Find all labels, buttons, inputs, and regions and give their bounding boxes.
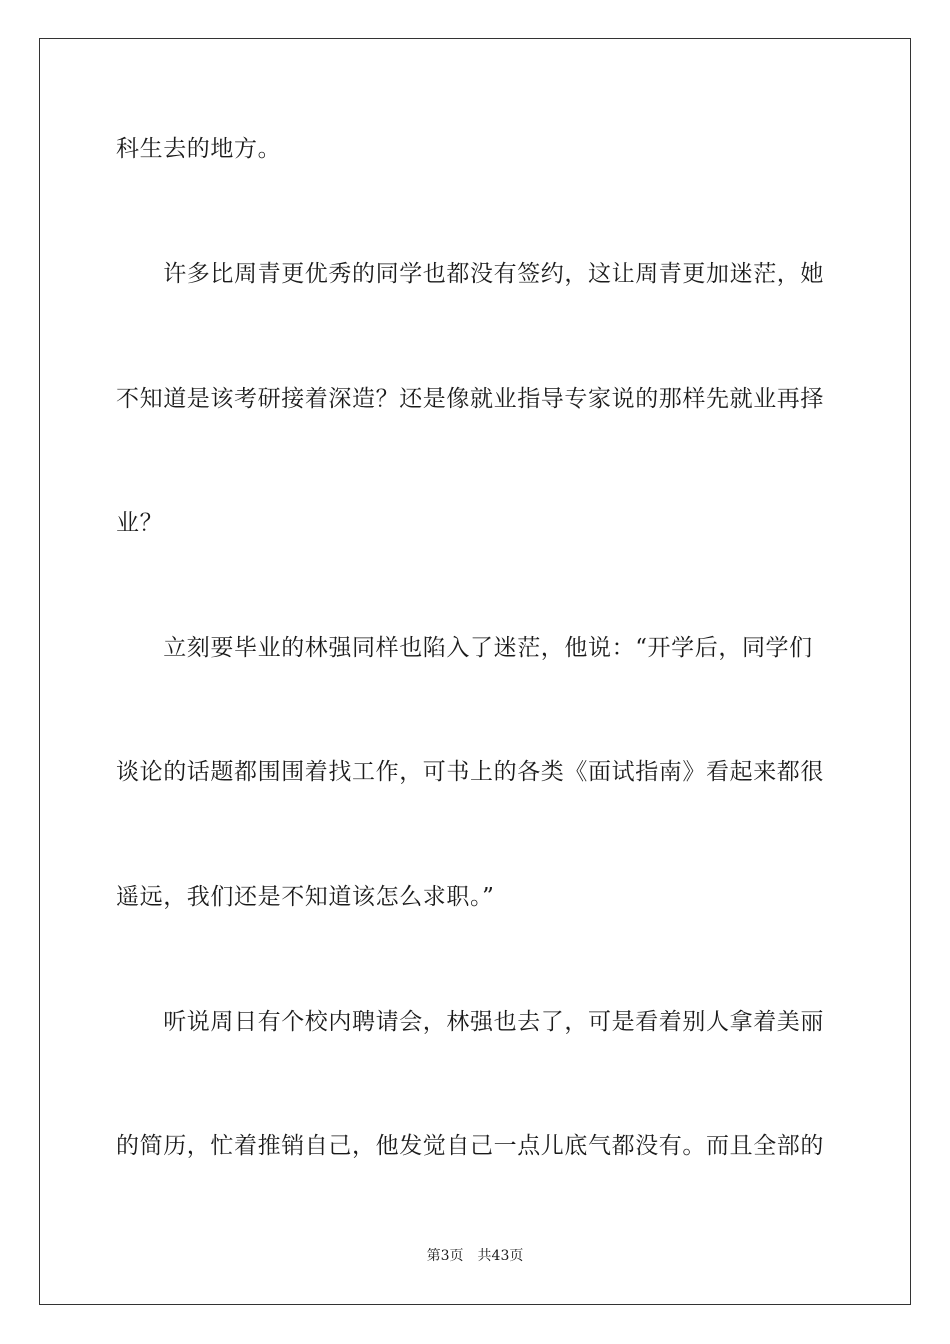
page-footer — [0, 1246, 950, 1266]
text-line: 听说周日有个校内聘请会，林强也去了，可是看着别人拿着美丽 — [116, 1009, 824, 1035]
page-number: 第3页 共43页 — [426, 1248, 524, 1264]
text-line: 遥远，我们还是不知道该怎么求职。” — [116, 884, 495, 910]
text-line: 科生去的地方。 — [116, 136, 282, 162]
text-line: 立刻要毕业的林强同样也陷入了迷茫，他说：“开学后，同学们 — [116, 635, 813, 661]
text-line: 的简历，忙着推销自己，他发觉自己一点儿底气都没有。而且全部的 — [116, 1133, 824, 1159]
text-line: 业？ — [116, 510, 164, 536]
text-line: 不知道是该考研接着深造？还是像就业指导专家说的那样先就业再择 — [116, 386, 824, 412]
text-line: 谈论的话题都围围着找工作，可书上的各类《面试指南》看起来都很 — [116, 759, 824, 785]
text-line: 许多比周青更优秀的同学也都没有签约，这让周青更加迷茫，她 — [116, 261, 824, 287]
page-border — [39, 38, 911, 1305]
